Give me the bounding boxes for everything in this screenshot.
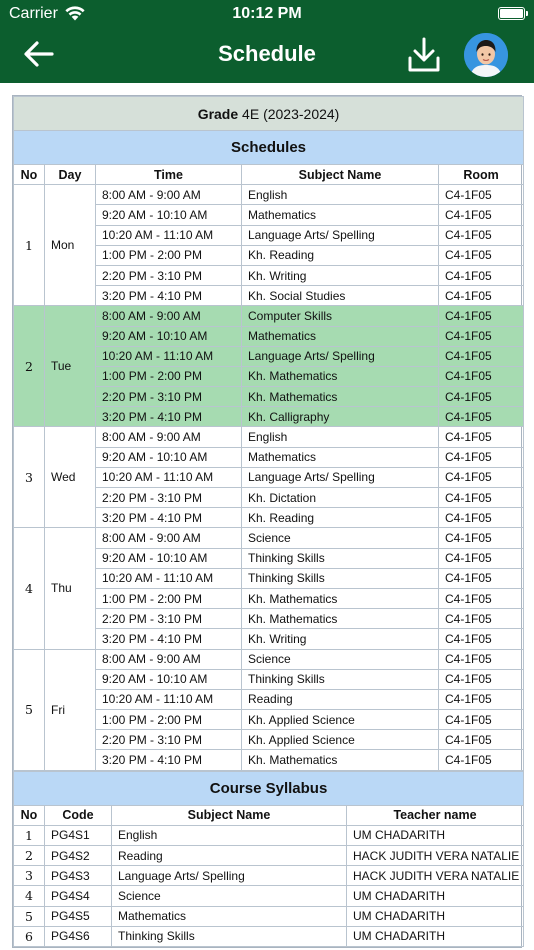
day-number: 5: [14, 649, 45, 770]
period-room: C4-1F05: [439, 427, 524, 447]
syllabus-no: 3: [14, 866, 45, 886]
syl-col-header-subject: Subject Name: [112, 805, 347, 825]
period-room: C4-1F05: [439, 467, 524, 487]
period-subject: Kh. Mathematics: [242, 609, 439, 629]
period-room: C4-1F05: [439, 629, 524, 649]
syl-col-header-no: No: [14, 805, 45, 825]
period-time: 2:20 PM - 3:10 PM: [96, 488, 242, 508]
syllabus-code: PG4S6: [45, 926, 112, 946]
period-time: 8:00 AM - 9:00 AM: [96, 649, 242, 669]
period-room: C4-1F05: [439, 689, 524, 709]
period-time: 8:00 AM - 9:00 AM: [96, 427, 242, 447]
schedule-row[interactable]: [14, 528, 524, 548]
period-time: 9:20 AM - 10:10 AM: [96, 326, 242, 346]
day-number: 2: [14, 306, 45, 427]
syl-col-header-code: Code: [45, 805, 112, 825]
col-header-no: No: [14, 165, 45, 185]
period-subject: Science: [242, 649, 439, 669]
day-name: Mon: [45, 185, 96, 306]
schedule-row[interactable]: [14, 306, 524, 326]
period-subject: Kh. Reading: [242, 245, 439, 265]
period-room: C4-1F05: [439, 447, 524, 467]
schedules-heading: Schedules: [14, 131, 524, 165]
page-title: Schedule: [218, 41, 316, 66]
period-subject: Computer Skills: [242, 306, 439, 326]
period-room: C4-1F05: [439, 730, 524, 750]
app-header: [0, 0, 534, 83]
syllabus-code: PG4S3: [45, 866, 112, 886]
period-room: C4-1F05: [439, 265, 524, 285]
period-room: C4-1F05: [439, 568, 524, 588]
period-subject: Kh. Calligraphy: [242, 407, 439, 427]
period-room: C4-1F05: [439, 528, 524, 548]
period-time: 9:20 AM - 10:10 AM: [96, 447, 242, 467]
period-time: 10:20 AM - 11:10 AM: [96, 568, 242, 588]
syllabus-code: PG4S4: [45, 886, 112, 906]
syllabus-row[interactable]: [14, 886, 524, 906]
period-subject: Kh. Writing: [242, 265, 439, 285]
period-time: 2:20 PM - 3:10 PM: [96, 730, 242, 750]
period-subject: Thinking Skills: [242, 568, 439, 588]
syllabus-heading: Course Syllabus: [14, 771, 524, 805]
syllabus-no: 1: [14, 825, 45, 845]
syllabus-teacher: UM CHADARITH: [347, 825, 524, 845]
period-room: C4-1F05: [439, 710, 524, 730]
period-subject: Kh. Social Studies: [242, 286, 439, 306]
period-subject: Reading: [242, 689, 439, 709]
syllabus-row[interactable]: [14, 906, 524, 926]
avatar[interactable]: [464, 33, 508, 77]
clock: 10:12 PM: [232, 5, 302, 22]
period-subject: Language Arts/ Spelling: [242, 346, 439, 366]
period-time: 8:00 AM - 9:00 AM: [96, 528, 242, 548]
avatar-image: [464, 33, 508, 77]
period-subject: Mathematics: [242, 205, 439, 225]
period-time: 3:20 PM - 4:10 PM: [96, 286, 242, 306]
period-time: 9:20 AM - 10:10 AM: [96, 548, 242, 568]
period-subject: Mathematics: [242, 326, 439, 346]
syllabus-no: 4: [14, 886, 45, 906]
period-room: C4-1F05: [439, 366, 524, 386]
period-room: C4-1F05: [439, 488, 524, 508]
period-time: 3:20 PM - 4:10 PM: [96, 629, 242, 649]
period-room: C4-1F05: [439, 346, 524, 366]
period-subject: Mathematics: [242, 447, 439, 467]
period-room: C4-1F05: [439, 245, 524, 265]
period-room: C4-1F05: [439, 609, 524, 629]
period-room: C4-1F05: [439, 185, 524, 205]
grade-year: (2023-2024): [263, 105, 340, 122]
period-room: C4-1F05: [439, 387, 524, 407]
syllabus-code: PG4S1: [45, 825, 112, 845]
syllabus-row[interactable]: [14, 846, 524, 866]
syllabus-table: [13, 771, 524, 947]
period-time: 8:00 AM - 9:00 AM: [96, 306, 242, 326]
period-room: C4-1F05: [439, 750, 524, 770]
download-icon[interactable]: [406, 36, 442, 74]
period-time: 3:20 PM - 4:10 PM: [96, 407, 242, 427]
day-number: 3: [14, 427, 45, 528]
period-subject: English: [242, 185, 439, 205]
period-time: 2:20 PM - 3:10 PM: [96, 387, 242, 407]
period-subject: Kh. Applied Science: [242, 730, 439, 750]
schedules-section-row: [14, 131, 524, 165]
period-time: 3:20 PM - 4:10 PM: [96, 750, 242, 770]
period-time: 1:00 PM - 2:00 PM: [96, 245, 242, 265]
syllabus-subject: Mathematics: [112, 906, 347, 926]
syllabus-row[interactable]: [14, 866, 524, 886]
grade-label: Grade: [197, 105, 239, 122]
period-subject: Kh. Applied Science: [242, 710, 439, 730]
period-subject: Science: [242, 528, 439, 548]
col-header-time: Time: [96, 165, 242, 185]
period-time: 10:20 AM - 11:10 AM: [96, 467, 242, 487]
syllabus-subject: Science: [112, 886, 347, 906]
period-subject: Language Arts/ Spelling: [242, 467, 439, 487]
syllabus-subject: Reading: [112, 846, 347, 866]
period-time: 1:00 PM - 2:00 PM: [96, 366, 242, 386]
period-time: 2:20 PM - 3:10 PM: [96, 609, 242, 629]
syllabus-teacher: UM CHADARITH: [347, 906, 524, 926]
period-room: C4-1F05: [439, 407, 524, 427]
period-room: C4-1F05: [439, 548, 524, 568]
period-time: 9:20 AM - 10:10 AM: [96, 205, 242, 225]
syllabus-header-row: [14, 805, 524, 825]
schedule-container: [12, 95, 522, 948]
period-time: 3:20 PM - 4:10 PM: [96, 508, 242, 528]
syl-col-header-teacher: Teacher name: [347, 805, 524, 825]
period-time: 1:00 PM - 2:00 PM: [96, 588, 242, 608]
syllabus-subject: Language Arts/ Spelling: [112, 866, 347, 886]
syllabus-teacher: HACK JUDITH VERA NATALIE: [347, 866, 524, 886]
syllabus-teacher: UM CHADARITH: [347, 886, 524, 906]
syllabus-no: 5: [14, 906, 45, 926]
day-name: Fri: [45, 649, 96, 770]
schedule-row[interactable]: [14, 649, 524, 669]
grade-header: [14, 97, 524, 131]
day-name: Wed: [45, 427, 96, 528]
schedule-row[interactable]: [14, 185, 524, 205]
period-subject: Kh. Dictation: [242, 488, 439, 508]
syllabus-subject: English: [112, 825, 347, 845]
day-name: Thu: [45, 528, 96, 649]
day-number: 4: [14, 528, 45, 649]
col-header-room: Room: [439, 165, 524, 185]
carrier-label: Carrier: [9, 5, 58, 22]
schedule-row[interactable]: [14, 427, 524, 447]
period-room: C4-1F05: [439, 286, 524, 306]
battery-icon: [498, 7, 525, 20]
syllabus-row[interactable]: [14, 825, 524, 845]
period-subject: Kh. Mathematics: [242, 588, 439, 608]
period-subject: Thinking Skills: [242, 548, 439, 568]
syllabus-teacher: HACK JUDITH VERA NATALIE: [347, 846, 524, 866]
period-subject: Thinking Skills: [242, 669, 439, 689]
syllabus-section-row: [14, 771, 524, 805]
col-header-subject: Subject Name: [242, 165, 439, 185]
schedule-table: [13, 96, 524, 771]
period-subject: Kh. Mathematics: [242, 366, 439, 386]
status-bar: [0, 0, 534, 28]
period-room: C4-1F05: [439, 669, 524, 689]
syllabus-subject: Thinking Skills: [112, 926, 347, 946]
syllabus-no: 2: [14, 846, 45, 866]
grade-row: [14, 97, 524, 131]
syllabus-code: PG4S2: [45, 846, 112, 866]
syllabus-teacher: UM CHADARITH: [347, 926, 524, 946]
col-header-day: Day: [45, 165, 96, 185]
period-subject: Kh. Mathematics: [242, 387, 439, 407]
day-name: Tue: [45, 306, 96, 427]
period-room: C4-1F05: [439, 306, 524, 326]
period-subject: Kh. Reading: [242, 508, 439, 528]
period-time: 10:20 AM - 11:10 AM: [96, 225, 242, 245]
period-time: 10:20 AM - 11:10 AM: [96, 689, 242, 709]
period-room: C4-1F05: [439, 508, 524, 528]
period-time: 2:20 PM - 3:10 PM: [96, 265, 242, 285]
syllabus-code: PG4S5: [45, 906, 112, 926]
syllabus-row[interactable]: [14, 926, 524, 946]
period-room: C4-1F05: [439, 205, 524, 225]
period-subject: Kh. Mathematics: [242, 750, 439, 770]
day-number: 1: [14, 185, 45, 306]
period-subject: English: [242, 427, 439, 447]
schedule-header-row: [14, 165, 524, 185]
period-time: 10:20 AM - 11:10 AM: [96, 346, 242, 366]
period-time: 8:00 AM - 9:00 AM: [96, 185, 242, 205]
period-room: C4-1F05: [439, 588, 524, 608]
period-subject: Language Arts/ Spelling: [242, 225, 439, 245]
period-room: C4-1F05: [439, 649, 524, 669]
period-time: 1:00 PM - 2:00 PM: [96, 710, 242, 730]
period-subject: Kh. Writing: [242, 629, 439, 649]
grade-class: 4E: [242, 105, 260, 122]
period-room: C4-1F05: [439, 326, 524, 346]
period-room: C4-1F05: [439, 225, 524, 245]
period-time: 9:20 AM - 10:10 AM: [96, 669, 242, 689]
syllabus-no: 6: [14, 926, 45, 946]
